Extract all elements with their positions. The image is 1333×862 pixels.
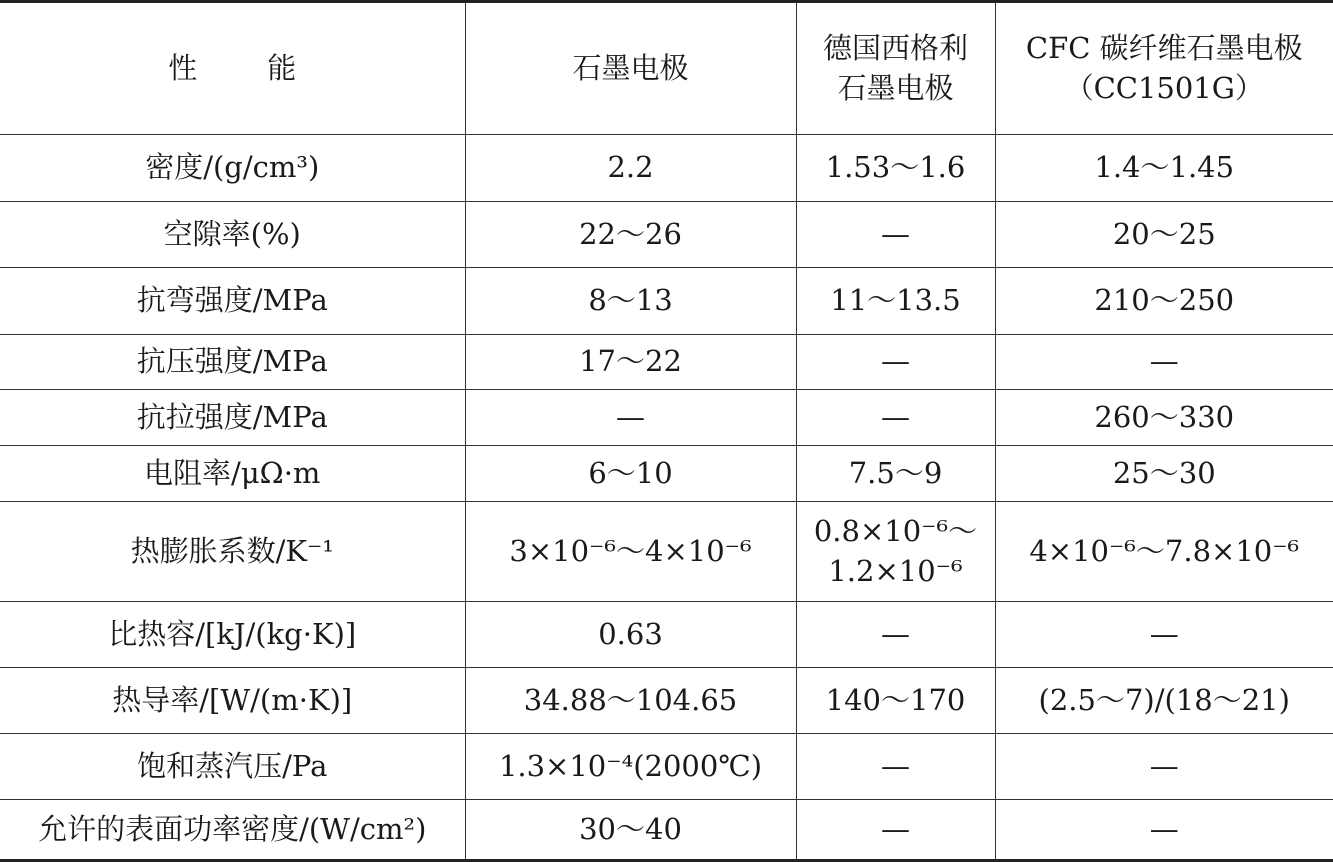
row-property: 比热容/[kJ/(kg·K)]	[0, 602, 465, 668]
row-property: 饱和蒸汽压/Pa	[0, 734, 465, 800]
table-row	[0, 390, 1333, 446]
row-value-cfc: —	[995, 734, 1333, 800]
table-row	[0, 268, 1333, 335]
header-property-char1: 性	[168, 50, 198, 85]
row-value-cfc: 210～250	[995, 268, 1333, 335]
row-value-graphite: 6～10	[465, 446, 796, 502]
row-value-sgl: 7.5～9	[796, 446, 995, 502]
row-value-graphite: 2.2	[465, 135, 796, 202]
row-value-sgl: —	[796, 602, 995, 668]
row-value-sgl: —	[796, 800, 995, 861]
header-cfc-line1: CFC 碳纤维石墨电极	[1025, 31, 1303, 66]
row-value-cfc: 260～330	[995, 390, 1333, 446]
row-value-sgl: 11～13.5	[796, 268, 995, 335]
row-property: 抗拉强度/MPa	[0, 390, 465, 446]
row-value-graphite: 22～26	[465, 202, 796, 268]
table-row	[0, 668, 1333, 734]
table-row	[0, 502, 1333, 602]
row-value-graphite: 34.88～104.65	[465, 668, 796, 734]
header-property-char2: 能	[267, 50, 297, 85]
header-cfc-electrode	[995, 2, 1333, 135]
row-property: 允许的表面功率密度/(W/cm²)	[0, 800, 465, 861]
row-value-sgl: —	[796, 202, 995, 268]
row-value-cfc: (2.5～7)/(18～21)	[995, 668, 1333, 734]
row-value-sgl: —	[796, 390, 995, 446]
header-graphite-electrode-label: 石墨电极	[572, 50, 689, 85]
row-property: 空隙率(%)	[0, 202, 465, 268]
row-property: 热导率/[W/(m·K)]	[0, 668, 465, 734]
table-row	[0, 202, 1333, 268]
header-cfc-line2: （CC1501G）	[1064, 70, 1264, 105]
row-value-sgl-line2: 1.2×10⁻⁶	[828, 553, 963, 588]
row-value-sgl: —	[796, 335, 995, 390]
row-value-graphite: —	[465, 390, 796, 446]
row-property: 电阻率/μΩ·m	[0, 446, 465, 502]
table-row	[0, 602, 1333, 668]
row-value-graphite: 1.3×10⁻⁴(2000℃)	[465, 734, 796, 800]
table-row	[0, 800, 1333, 861]
row-property: 热膨胀系数/K⁻¹	[0, 502, 465, 602]
row-property: 抗弯强度/MPa	[0, 268, 465, 335]
header-row	[0, 2, 1333, 135]
table-row	[0, 734, 1333, 800]
table-row	[0, 446, 1333, 502]
row-value-sgl-line1: 0.8×10⁻⁶～	[813, 514, 978, 549]
row-value-graphite: 0.63	[465, 602, 796, 668]
row-property: 抗压强度/MPa	[0, 335, 465, 390]
row-value-sgl: 1.53～1.6	[796, 135, 995, 202]
header-sgl-line1: 德国西格利	[822, 31, 968, 66]
row-value-sgl	[796, 502, 995, 602]
row-value-cfc: —	[995, 800, 1333, 861]
header-sgl-electrode	[796, 2, 995, 135]
table-row	[0, 135, 1333, 202]
table-row	[0, 335, 1333, 390]
header-graphite-electrode	[465, 2, 796, 135]
row-value-sgl: 140～170	[796, 668, 995, 734]
header-property	[0, 2, 465, 135]
row-value-cfc: 20～25	[995, 202, 1333, 268]
header-sgl-line2: 石墨电极	[837, 70, 954, 105]
row-value-cfc: 4×10⁻⁶～7.8×10⁻⁶	[995, 502, 1333, 602]
row-value-cfc: —	[995, 335, 1333, 390]
row-value-graphite: 30～40	[465, 800, 796, 861]
row-value-cfc: 1.4～1.45	[995, 135, 1333, 202]
row-value-sgl: —	[796, 734, 995, 800]
row-value-graphite: 3×10⁻⁶～4×10⁻⁶	[465, 502, 796, 602]
row-value-cfc: 25～30	[995, 446, 1333, 502]
row-value-graphite: 8～13	[465, 268, 796, 335]
row-property: 密度/(g/cm³)	[0, 135, 465, 202]
row-value-graphite: 17～22	[465, 335, 796, 390]
row-value-cfc: —	[995, 602, 1333, 668]
